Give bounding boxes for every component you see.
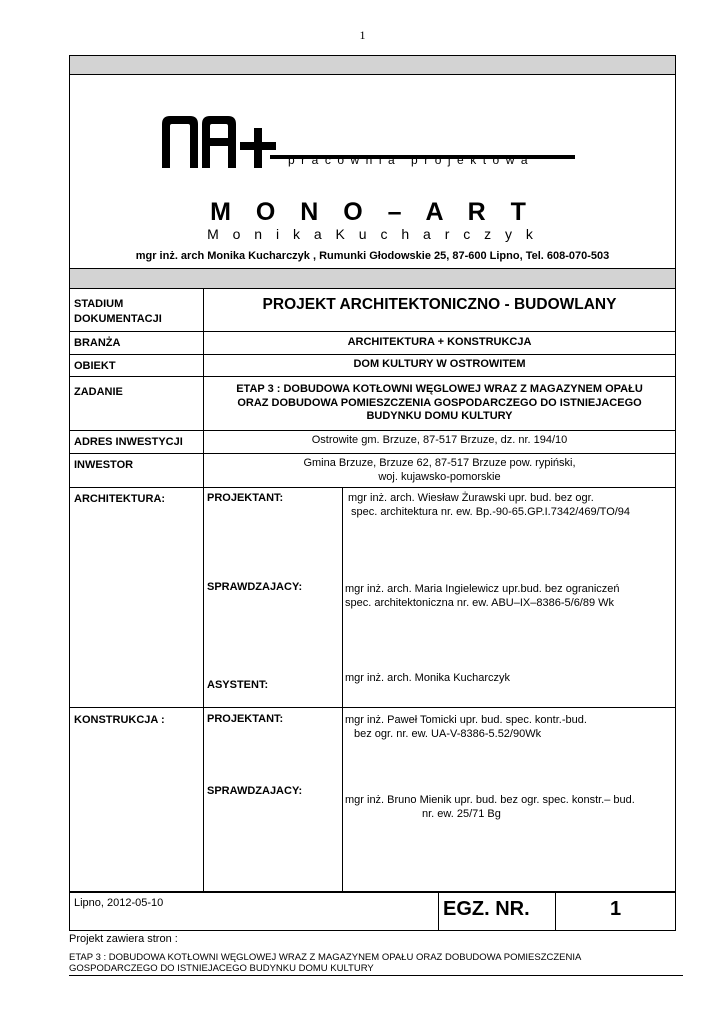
company-logo xyxy=(160,112,580,172)
inwestor-line: Gmina Brzuze, Brzuze 62, 87-517 Brzuze pow. rypiński, xyxy=(303,457,576,469)
pages-count-text: Projekt zawiera stron : xyxy=(69,933,178,945)
asystent-value: mgr inż. arch. Monika Kucharczyk xyxy=(345,672,511,684)
divider xyxy=(69,487,676,488)
zadanie-label: ZADANIE xyxy=(74,386,123,398)
logo-tagline: pracownia projektowa xyxy=(288,153,535,167)
divider xyxy=(69,430,676,431)
konst-projektant-line: bez ogr. nr. ew. UA-V-8386-5.52/90Wk xyxy=(354,728,542,740)
egz-value: 1 xyxy=(609,898,622,920)
divider xyxy=(69,331,676,332)
divider xyxy=(69,453,676,454)
konst-projektant-line: mgr inż. Paweł Tomicki upr. bud. spec. kontr.-bud. xyxy=(345,714,587,726)
architektura-label: ARCHITEKTURA: xyxy=(74,493,166,505)
stadium-label: STADIUM DOKUMENTACJI xyxy=(74,298,162,325)
column-divider xyxy=(203,288,204,892)
zadanie-value xyxy=(204,383,675,424)
egz-label: EGZ. NR. xyxy=(443,898,530,920)
adres-value: Ostrowite gm. Brzuze, 87-517 Brzuze, dz. nr. 194/10 xyxy=(311,434,568,446)
arch-projektant-role: PROJEKTANT: xyxy=(207,492,284,504)
arch-sprawdzajacy-line: spec. architektoniczna nr. ew. ABU–IX–8386-5/6/89 Wk xyxy=(345,597,615,609)
company-name: M O N O – A R T xyxy=(210,198,535,226)
konst-sprawdzajacy-line: mgr inż. Bruno Mienik upr. bud. bez ogr. spec. konstr.– bud. xyxy=(345,794,635,806)
inwestor-line: woj. kujawsko-pomorskie xyxy=(378,470,501,483)
place-date: Lipno, 2012-05-10 xyxy=(74,897,164,909)
arch-projektant-value xyxy=(348,491,630,519)
column-divider xyxy=(342,487,343,892)
divider xyxy=(69,707,676,708)
branza-label: BRANŻA xyxy=(74,337,121,349)
stadium-value: PROJEKT ARCHITEKTONICZNO - BUDOWLANY xyxy=(262,296,617,313)
zadanie-line: ORAZ DOBUDOWA POMIESZCZENIA GOSPODARCZEGO DO ISTNIEJACEGO xyxy=(237,396,642,409)
zadanie-line: ETAP 3 : DOBUDOWA KOTŁOWNI WĘGLOWEJ WRAZ Z MAGAZYNEM OPAŁU xyxy=(236,383,643,395)
branza-value: ARCHITEKTURA + KONSTRUKCJA xyxy=(347,336,532,348)
divider xyxy=(69,376,676,377)
arch-sprawdzajacy-value xyxy=(345,582,620,610)
arch-sprawdzajacy-line: mgr inż. arch. Maria Ingielewicz upr.bud. bez ograniczeń xyxy=(345,583,620,595)
obiekt-value: DOM KULTURY W OSTROWITEM xyxy=(353,358,526,370)
description-line: GOSPODARCZEGO DO ISTNIEJACEGO BUDYNKU DOMU KULTURY xyxy=(69,963,374,974)
konst-sprawdzajacy-role: SPRAWDZAJACY: xyxy=(207,785,303,797)
company-owner: M o n i k a K u c h a r c z y k xyxy=(207,226,538,242)
konst-projektant-value xyxy=(345,713,587,741)
obiekt-label: OBIEKT xyxy=(74,360,116,372)
arch-projektant-line: spec. architektura nr. ew. Bp.-90-65.GP.I.7342/469/TO/94 xyxy=(351,506,631,518)
konst-projektant-role: PROJEKTANT: xyxy=(207,713,284,725)
inwestor-label: INWESTOR xyxy=(74,459,134,471)
divider xyxy=(69,354,676,355)
project-description xyxy=(69,952,581,974)
header-band xyxy=(70,56,675,74)
company-contact: mgr inż. arch Monika Kucharczyk , Rumunki Głodowskie 25, 87-600 Lipno, Tel. 608-070-503 xyxy=(135,250,610,262)
divider xyxy=(69,288,676,289)
footer-rule xyxy=(69,975,683,976)
arch-sprawdzajacy-role: SPRAWDZAJACY: xyxy=(207,581,303,593)
page-number: 1 xyxy=(359,28,366,42)
column-divider xyxy=(438,892,439,931)
divider xyxy=(69,74,676,75)
asystent-role: ASYSTENT: xyxy=(207,679,269,691)
zadanie-line: BUDYNKU DOMU KULTURY xyxy=(366,410,513,422)
description-line: ETAP 3 : DOBUDOWA KOTŁOWNI WĘGLOWEJ WRAZ Z MAGAZYNEM OPAŁU ORAZ DOBUDOWA POMIESZCZENIA xyxy=(69,952,582,963)
konstrukcja-label: KONSTRUKCJA : xyxy=(74,714,165,726)
logo-monogram-icon xyxy=(160,112,300,172)
konst-sprawdzajacy-line: nr. ew. 25/71 Bg xyxy=(422,808,501,820)
arch-projektant-line: mgr inż. arch. Wiesław Żurawski upr. bud. bez ogr. xyxy=(348,492,594,504)
konst-sprawdzajacy-value xyxy=(345,793,635,821)
separator-band xyxy=(70,269,675,288)
adres-label: ADRES INWESTYCJI xyxy=(74,436,183,448)
inwestor-value xyxy=(204,457,675,484)
